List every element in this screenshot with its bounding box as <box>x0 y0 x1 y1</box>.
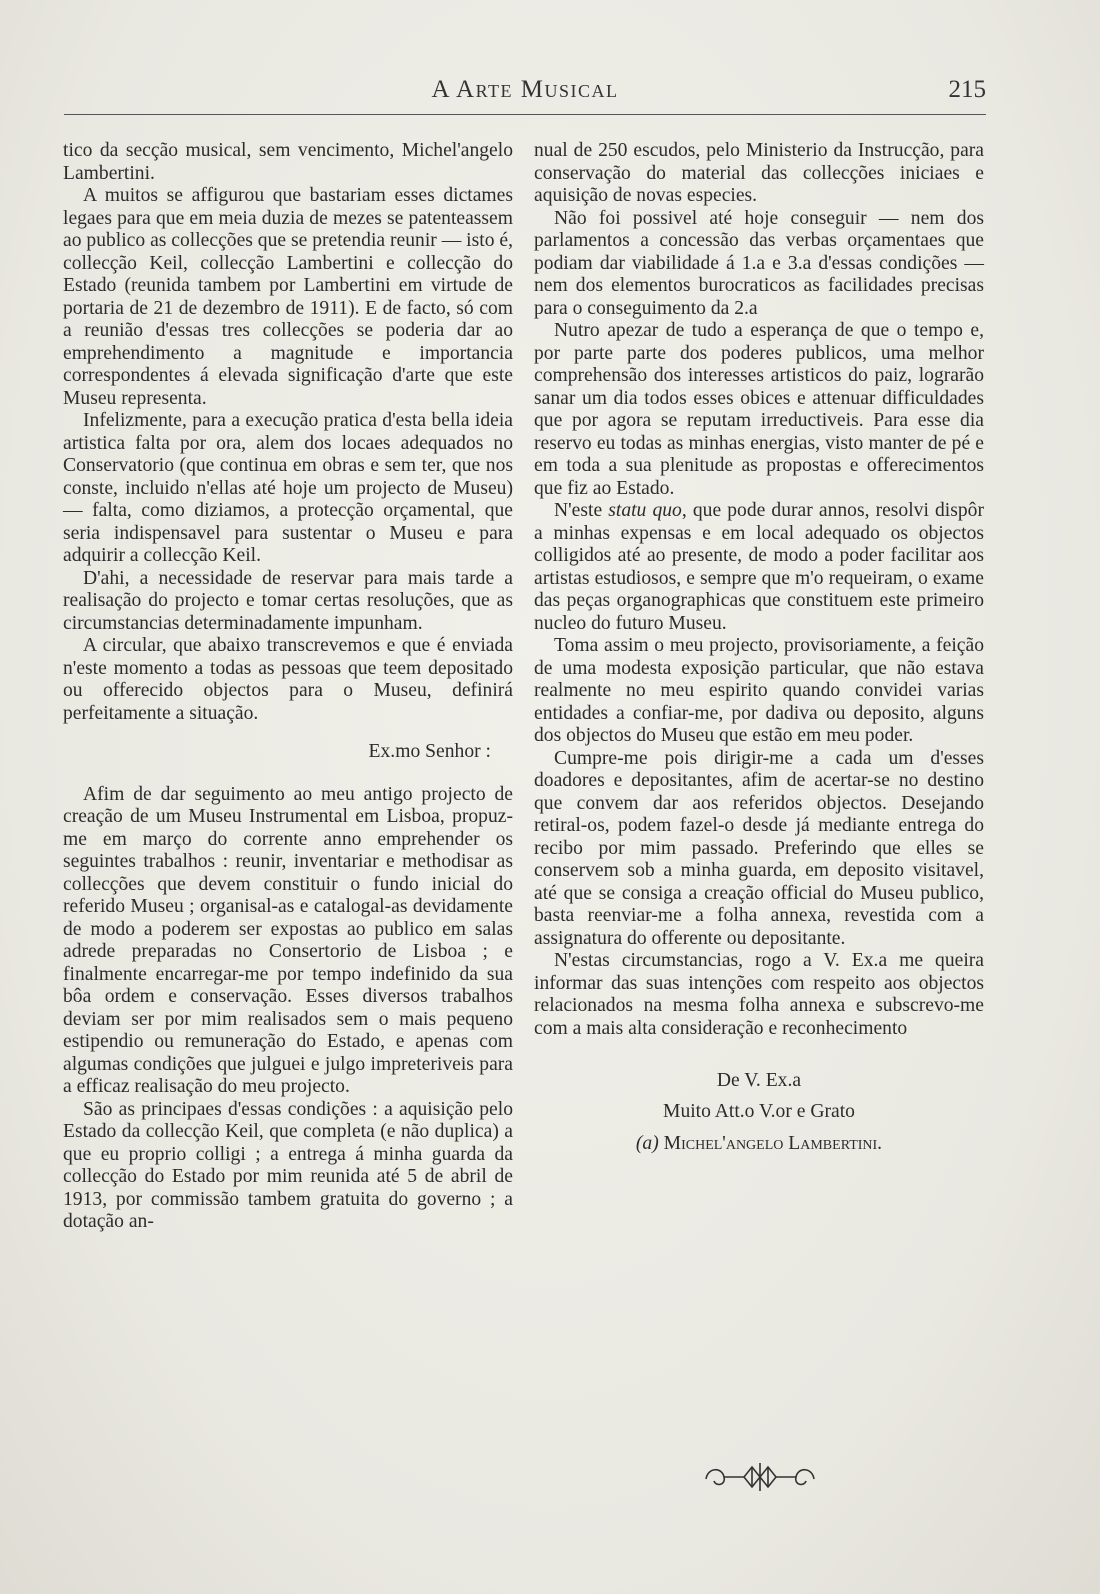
paragraph: Cumpre-me pois dirigir-me a cada um d'esses doadores e depositantes, afim de acertar-se no destino que convem dar aos referidos objectos. Desejando retiral-os, podem fazel-o desde já mediante entrega do recibo por mim passado. Preferindo que elles se conservem sob a minha guarda, em deposito visitavel, até que se consiga a creação official do Museu publico, basta reenviar-me a folha annexa, revestida com a assignatura do offerente ou depositante. <box>534 747 984 949</box>
journal-title: A Arte Musical <box>431 76 619 103</box>
right-column <box>534 140 984 1156</box>
left-column <box>63 140 513 1234</box>
paragraph: Toma assim o meu projecto, provisoriamente, a feição de uma modesta exposição particular, que não estava realmente no meu espirito quando convidei varias entidades a confiar-me, por dadiva ou deposito, alguns dos objectos do Museu que estão em meu poder. <box>534 635 984 746</box>
ornamental-flourish-icon <box>700 1457 820 1497</box>
letter-closing: Muito Att.o V.or e Grato <box>663 1100 855 1122</box>
signature-name: Michel'angelo Lambertini. <box>658 1133 883 1154</box>
paragraph <box>534 500 984 635</box>
letter-closing: De V. Ex.a <box>716 1070 802 1091</box>
paragraph: D'ahi, a necessidade de reservar para mais tarde a realisação do projecto e tomar certas resoluções, que as circumstancias determinadamente impunham. <box>63 567 513 634</box>
paragraph: Não foi possivel até hoje conseguir — nem dos parlamentos a concessão das verbas orçamentaes que podiam dar viabilidade á 1.a e 3.a d'essas condições — nem dos elementos burocraticos as facilidades precisas para o conseguimento da 2.a <box>534 207 984 319</box>
italic-phrase: statu quo <box>608 500 682 521</box>
paragraph-text: N'este <box>554 500 609 521</box>
letter-signature <box>534 1133 984 1156</box>
paragraph-text: , que pode durar annos, resolvi dispôr a minhas expensas e em local adequado os objectos colligidos até ao presente, de modo a poder facilitar aos artistas estudiosos, e sempre que m'o requeiram, o exame das peças organographicas que constituem este primeiro nucleo do futuro Museu. <box>534 500 984 634</box>
paragraph: Nutro apezar de tudo a esperança de que o tempo e, por parte parte dos poderes publicos, uma melhor comprehensão dos interesses artisticos do paiz, lograrão sanar um dia todos esses obices e attenuar difficuldades que por agora se reputam irreductiveis. Para esse dia reservo eu todas as minhas energias, visto manter de pé e em toda a sua plenitude as propostas e offerecimentos que fiz ao Estado. <box>534 320 984 499</box>
paragraph: Infelizmente, para a execução pratica d'esta bella ideia artistica falta por ora, alem dos locaes adequados no Conservatorio (que continua em obras e sem ter, que nos conste, incluido n'ellas até hoje um projecto de Museu) — falta, como diziamos, a protecção orçamental, que seria indispensavel para sustentar o Museu e para adquirir a collecção Keil. <box>63 410 513 566</box>
paragraph: São as principaes d'essas condições : a aquisição pelo Estado da collecção Keil, que completa (e não duplica) a que eu proprio colligi ; a entrega á minha guarda da collecção do Estado por mim reunida até 5 de abril de 1913, por commissão tambem gratuita do governo ; a dotação an- <box>63 1098 513 1232</box>
paragraph: nual de 250 escudos, pelo Ministerio da Instrucção, para conservação do material das collecções iniciaes e aquisição de novas especies. <box>534 140 984 206</box>
paragraph: A muitos se affigurou que bastariam esses dictames legaes para que em meia duzia de mezes se patenteassem ao publico as collecções que se pretendia reunir — isto é, collecção Keil, collecção Lambertini e collecção do Estado (reunida tambem por Lambertini em virtude de portaria de 21 de dezembro de 1911). E de facto, só com a reunião d'essas tres collecções se poderia dar ao emprehendimento a magnitude e importancia correspondentes á elevada significação d'arte que este Museu representa. <box>63 185 513 409</box>
paragraph: tico da secção musical, sem vencimento, Michel'angelo Lambertini. <box>63 140 513 184</box>
paragraph: Afim de dar seguimento ao meu antigo projecto de creação de um Museu Instrumental em Lisboa, propuz-me em março do corrente anno emprehender os seguintes trabalhos : reunir, inventariar e methodisar as collecções que devem constituir o fundo inicial do referido Museu ; organisal-as e catalogal-as devidamente de modo a poderem ser expostas ao publico em salas adrede preparadas no Consertorio de Lisboa ; e finalmente encarregar-me por tempo indefinido da sua bôa ordem e conservação. Esses diversos trabalhos deviam ser por mim realisados sem o mais pequeno estipendio ou remuneração do Estado, e apenas com algumas condições que julguei e julgo impreteriveis para a efficaz realisação do meu projecto. <box>63 783 513 1097</box>
signature-prefix: (a) <box>635 1133 659 1154</box>
letter-salutation: Ex.mo Senhor : <box>368 741 491 762</box>
page-number: 215 <box>948 76 986 103</box>
running-header <box>64 74 986 115</box>
paragraph: N'estas circumstancias, rogo a V. Ex.a me queira informar das suas intenções com respeito aos objectos relacionados na mesma folha annexa e subscrevo-me com a mais alta consideração e reconhecimento <box>534 950 984 1039</box>
paragraph: A circular, que abaixo transcrevemos e que é enviada n'este momento a todas as pessoas que teem depositado ou offerecido objectos para o Museu, definirá perfeitamente a situação. <box>63 635 513 724</box>
